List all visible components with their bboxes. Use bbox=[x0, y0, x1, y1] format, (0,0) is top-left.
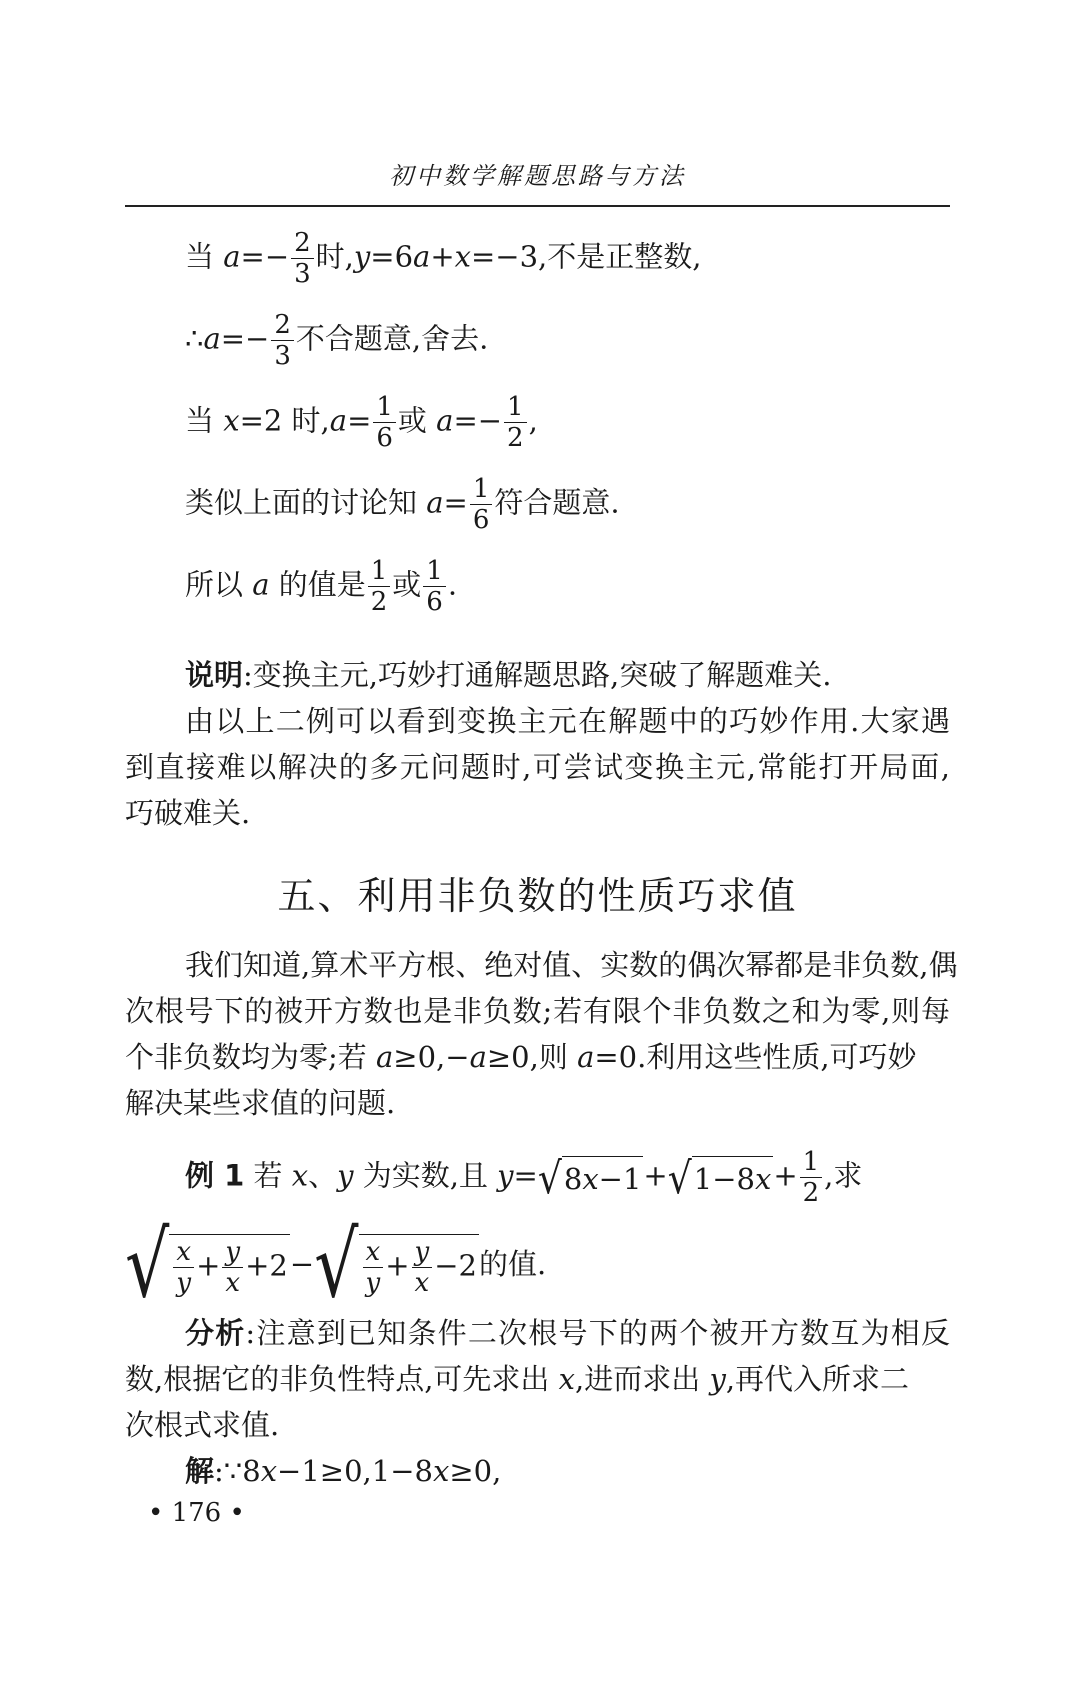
analysis-line: 次根式求值. bbox=[125, 1408, 280, 1442]
remark-line: 说明:变换主元,巧妙打通解题思路,突破了解题难关. bbox=[185, 658, 832, 692]
solution-label: 解 bbox=[185, 1454, 215, 1488]
paragraph-line: 巧破难关. bbox=[125, 796, 251, 830]
math-line-4: 类似上面的讨论知 a= $\frac{1}{6}$ 符合题意. bbox=[185, 474, 620, 535]
example-line: 例 1 若 x、y 为实数,且 y=√8x−1+√1−8x+ $\frac{1}{2}$ ,求 bbox=[185, 1147, 863, 1208]
fraction: $\frac{1}{2}$ bbox=[368, 556, 391, 617]
fraction: $\frac{1}{2}$ bbox=[504, 392, 527, 453]
square-root: √1−8x bbox=[667, 1152, 772, 1204]
section-title: 五、利用非负数的性质巧求值 bbox=[277, 874, 798, 918]
intro-line: 个非负数均为零;若 a≥0,−a≥0,则 a=0.利用这些性质,可巧妙 bbox=[125, 1040, 917, 1074]
header-rule bbox=[125, 205, 950, 207]
page-number: • 176 • bbox=[148, 1498, 245, 1528]
intro-line: 解决某些求值的问题. bbox=[125, 1086, 396, 1120]
paragraph-line: 到直接难以解决的多元问题时,可尝试变换主元,常能打开局面, bbox=[125, 750, 950, 784]
analysis-label: 分析 bbox=[185, 1316, 246, 1350]
analysis-line: 数,根据它的非负性特点,可先求出 x,进而求出 y,再代入所求二 bbox=[125, 1362, 910, 1396]
fraction: $\frac{2}{3}$ bbox=[291, 228, 314, 289]
intro-line: 次根号下的被开方数也是非负数;若有限个非负数之和为零,则每 bbox=[125, 994, 950, 1028]
math-line-3: 当 x=2 时,a= $\frac{1}{6}$ 或 a=− $\frac{1}{2}$ , bbox=[185, 392, 538, 453]
example-label: 例 1 bbox=[185, 1158, 245, 1193]
square-root: √8x−1 bbox=[537, 1152, 642, 1204]
math-line-2: ∴a=− $\frac{2}{3}$ 不合题意,舍去. bbox=[185, 310, 489, 371]
math-line-5: 所以 a 的值是 $\frac{1}{2}$ 或 $\frac{1}{6}$ . bbox=[185, 556, 458, 617]
remark-label: 说明 bbox=[185, 658, 244, 692]
math-line-1: 当 a=− $\frac{2}{3}$ 时,y=6a+x=−3,不是正整数, bbox=[185, 228, 702, 289]
square-root: √ $\frac{x}{y}$ + $\frac{y}{x}$ −2 bbox=[314, 1212, 477, 1318]
fraction: $\frac{1}{2}$ bbox=[800, 1147, 823, 1208]
fraction: $\frac{1}{6}$ bbox=[373, 392, 396, 453]
analysis-line: 分析:注意到已知条件二次根号下的两个被开方数互为相反 bbox=[185, 1316, 950, 1350]
solution-line: 解:∵8x−1≥0,1−8x≥0, bbox=[185, 1454, 502, 1488]
square-root: √ $\frac{x}{y}$ + $\frac{y}{x}$ +2 bbox=[125, 1212, 288, 1318]
running-header: 初中数学解题思路与方法 bbox=[389, 162, 686, 190]
fraction: $\frac{1}{6}$ bbox=[470, 474, 493, 535]
paragraph-line: 由以上二例可以看到变换主元在解题中的巧妙作用.大家遇 bbox=[185, 704, 950, 738]
fraction: $\frac{2}{3}$ bbox=[271, 310, 294, 371]
intro-line: 我们知道,算术平方根、绝对值、实数的偶次幂都是非负数,偶 bbox=[185, 948, 958, 982]
fraction: $\frac{1}{6}$ bbox=[423, 556, 446, 617]
example-expression-line: √ $\frac{x}{y}$ + $\frac{y}{x}$ +2−√ $\frac{x}{y}$ + $\frac{y}{x}$ −2的值. bbox=[125, 1212, 547, 1318]
